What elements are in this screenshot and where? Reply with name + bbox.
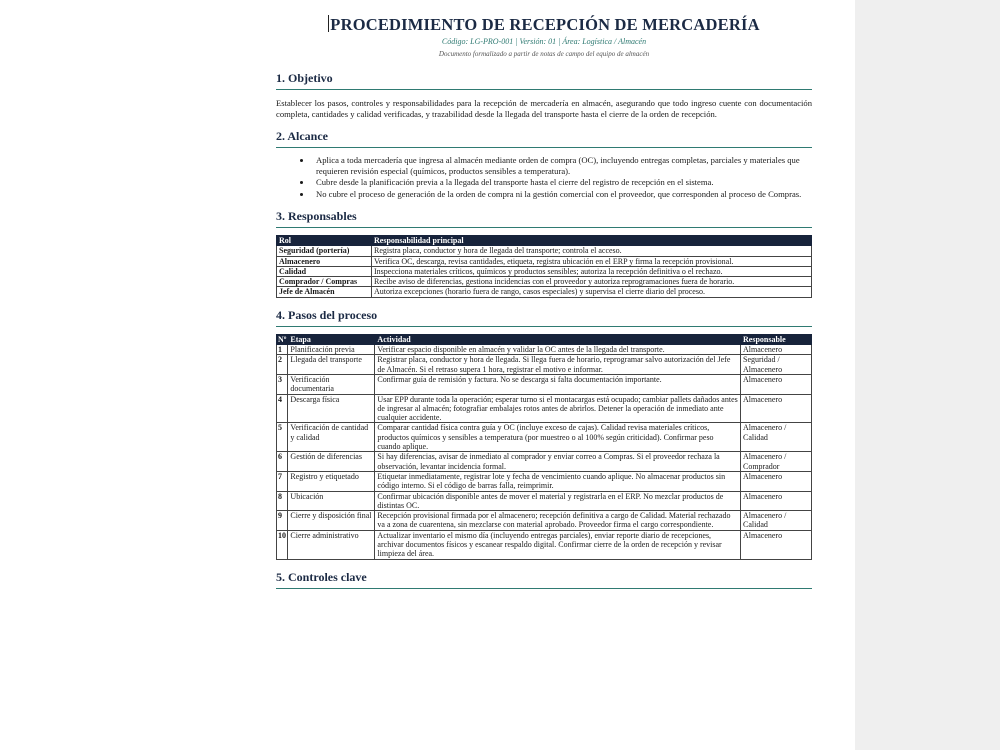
step-activity: Verificar espacio disponible en almacén y validar la OC antes de la llegada del transporte. [375, 345, 741, 355]
step-activity: Si hay diferencias, avisar de inmediato al comprador y enviar correo a Compras. Si el proveedor rechaza la observación, levantar incidencia formal. [375, 452, 741, 472]
step-owner: Almacenero / Calidad [741, 511, 812, 531]
step-stage: Verificación documentaria [288, 374, 375, 394]
step-activity: Recepción provisional firmada por el almacenero; recepción definitiva a cargo de Calidad. Material rechazado va a zona de cuarentena, sin mezclarse con material aprobado. Proveedor firma el cargo correspondiente. [375, 511, 741, 531]
step-stage: Ubicación [288, 491, 375, 511]
step-stage: Registro y etiquetado [288, 471, 375, 491]
step-activity: Usar EPP durante toda la operación; esperar turno si el montacargas está ocupado; cambiar pallets dañados antes de ingresar al almacén; fotografiar embalajes rotos antes de abrirlos. Detener la operación de inmediato ante cualquier accidente. [375, 394, 741, 423]
step-activity: Confirmar ubicación disponible antes de mover el material y registrarla en el ERP. No mezclar productos de distintas OC. [375, 491, 741, 511]
table-header-row [277, 334, 812, 344]
heading-pasos: 4. Pasos del proceso [276, 308, 812, 327]
table-row [277, 374, 812, 394]
heading-controles: 5. Controles clave [276, 570, 812, 589]
column-header: Etapa [288, 334, 375, 344]
step-number: 3 [277, 374, 288, 394]
step-owner: Almacenero [741, 374, 812, 394]
table-row [277, 277, 812, 287]
step-number: 2 [277, 355, 288, 375]
step-stage: Planificación previa [288, 345, 375, 355]
role-cell: Almacenero [277, 256, 372, 266]
step-number: 8 [277, 491, 288, 511]
section-responsables [276, 209, 812, 298]
responsibility-cell: Recibe aviso de diferencias, gestiona incidencias con el proveedor y autoriza reprogramaciones fuera de horario. [372, 277, 812, 287]
table-row [277, 266, 812, 276]
responsables-table [276, 235, 812, 298]
step-owner: Almacenero [741, 530, 812, 559]
step-stage: Cierre administrativo [288, 530, 375, 559]
heading-objetivo: 1. Objetivo [276, 71, 812, 90]
step-owner: Seguridad / Almacenero [741, 355, 812, 375]
table-row [277, 394, 812, 423]
table-row [277, 256, 812, 266]
step-number: 6 [277, 452, 288, 472]
step-number: 5 [277, 423, 288, 452]
heading-responsables: 3. Responsables [276, 209, 812, 228]
step-stage: Verificación de cantidad y calidad [288, 423, 375, 452]
heading-alcance: 2. Alcance [276, 129, 812, 148]
alcance-list [276, 155, 812, 199]
role-cell: Seguridad (portería) [277, 246, 372, 256]
list-item: • Aplica a toda mercadería que ingresa al almacén mediante orden de compra (OC), incluyendo entregas completas, parciales y materiales que requieren revisión especial (químicos, productos sensibles a temperatura). [312, 155, 812, 176]
step-stage: Descarga física [288, 394, 375, 423]
responsibility-cell: Inspecciona materiales críticos, químicos y productos sensibles; autoriza la recepción definitiva o el rechazo. [372, 266, 812, 276]
document-meta: Código: LG-PRO-001 | Versión: 01 | Área: Logística / Almacén [441, 37, 647, 46]
table-row [277, 287, 812, 297]
responsibility-cell: Verifica OC, descarga, revisa cantidades, etiqueta, registra ubicación en el ERP y firma la recepción provisional. [372, 256, 812, 266]
role-cell: Calidad [277, 266, 372, 276]
step-activity: Registrar placa, conductor y hora de llegada. Si llega fuera de horario, reprogramar salvo autorización del Jefe de Almacén. Si el retraso supera 1 hora, registrar el motivo e informar. [375, 355, 741, 375]
step-number: 1 [277, 345, 288, 355]
document-title-text: PROCEDIMIENTO DE RECEPCIÓN DE MERCADERÍA [330, 15, 760, 34]
step-stage: Gestión de diferencias [288, 452, 375, 472]
objetivo-text: Establecer los pasos, controles y responsabilidades para la recepción de mercadería en almacén, asegurando que todo ingreso cuente con documentación completa, cantidades y calidad verificadas, y trazabilidad desde la llegada del transporte hasta el cierre de la orden de recepción. [276, 98, 812, 119]
role-cell: Jefe de Almacén [277, 287, 372, 297]
step-owner: Almacenero / Calidad [741, 423, 812, 452]
step-number: 9 [277, 511, 288, 531]
column-header: Actividad [375, 334, 741, 344]
step-number: 10 [277, 530, 288, 559]
table-row [277, 355, 812, 375]
table-row [277, 530, 812, 559]
step-activity: Etiquetar inmediatamente, registrar lote y fecha de vencimiento cuando aplique. No almacenar productos sin código interno. Si el código de barras falla, reimprimir. [375, 471, 741, 491]
section-controles [276, 570, 812, 589]
step-owner: Almacenero [741, 345, 812, 355]
column-header: Rol [277, 236, 372, 246]
table-row [277, 471, 812, 491]
step-owner: Almacenero [741, 394, 812, 423]
step-owner: Almacenero / Comprador [741, 452, 812, 472]
step-activity: Comparar cantidad física contra guía y OC (incluye exceso de cajas). Calidad revisa materiales críticos, productos químicos y sensibles a temperatura (por muestreo o al 100% según criticidad). Confirmar peso cuando aplique. [375, 423, 741, 452]
table-header-row [277, 236, 812, 246]
step-stage: Cierre y disposición final [288, 511, 375, 531]
table-row [277, 491, 812, 511]
column-header: Nº [278, 334, 287, 344]
table-row [277, 452, 812, 472]
responsibility-cell: Autoriza excepciones (horario fuera de rango, casos especiales) y supervisa el cierre diario del proceso. [372, 287, 812, 297]
table-row [277, 345, 812, 355]
section-objetivo [276, 71, 812, 119]
step-activity: Actualizar inventario el mismo día (incluyendo entregas parciales), enviar reporte diario de recepciones, archivar documentos físicos y escanear respaldo digital. Confirmar cierre de la orden de recepción y revisar limpieza del área. [375, 530, 741, 559]
document-page [276, 14, 812, 589]
table-row [277, 511, 812, 531]
section-alcance [276, 129, 812, 199]
step-stage: Llegada del transporte [288, 355, 375, 375]
step-number: 7 [277, 471, 288, 491]
section-pasos [276, 308, 812, 560]
step-owner: Almacenero [741, 471, 812, 491]
column-header: Responsabilidad principal [372, 236, 812, 246]
step-number: 4 [277, 394, 288, 423]
pasos-table [276, 334, 812, 560]
table-row [277, 423, 812, 452]
side-panel [855, 0, 1000, 750]
step-activity: Confirmar guía de remisión y factura. No se descarga si falta documentación importante. [375, 374, 741, 394]
responsibility-cell: Registra placa, conductor y hora de llegada del transporte; controla el acceso. [372, 246, 812, 256]
table-row [277, 246, 812, 256]
document-note: Documento formalizado a partir de notas de campo del equipo de almacén [438, 50, 650, 58]
document-title [276, 14, 812, 36]
step-owner: Almacenero [741, 491, 812, 511]
role-cell: Comprador / Compras [277, 277, 372, 287]
column-header: Responsable [741, 334, 812, 344]
list-item: • No cubre el proceso de generación de la orden de compra ni la gestión comercial con el proveedor, que corresponden al proceso de Compras. [312, 189, 812, 200]
list-item: • Cubre desde la planificación previa a la llegada del transporte hasta el cierre del registro de recepción en el sistema. [312, 177, 812, 188]
